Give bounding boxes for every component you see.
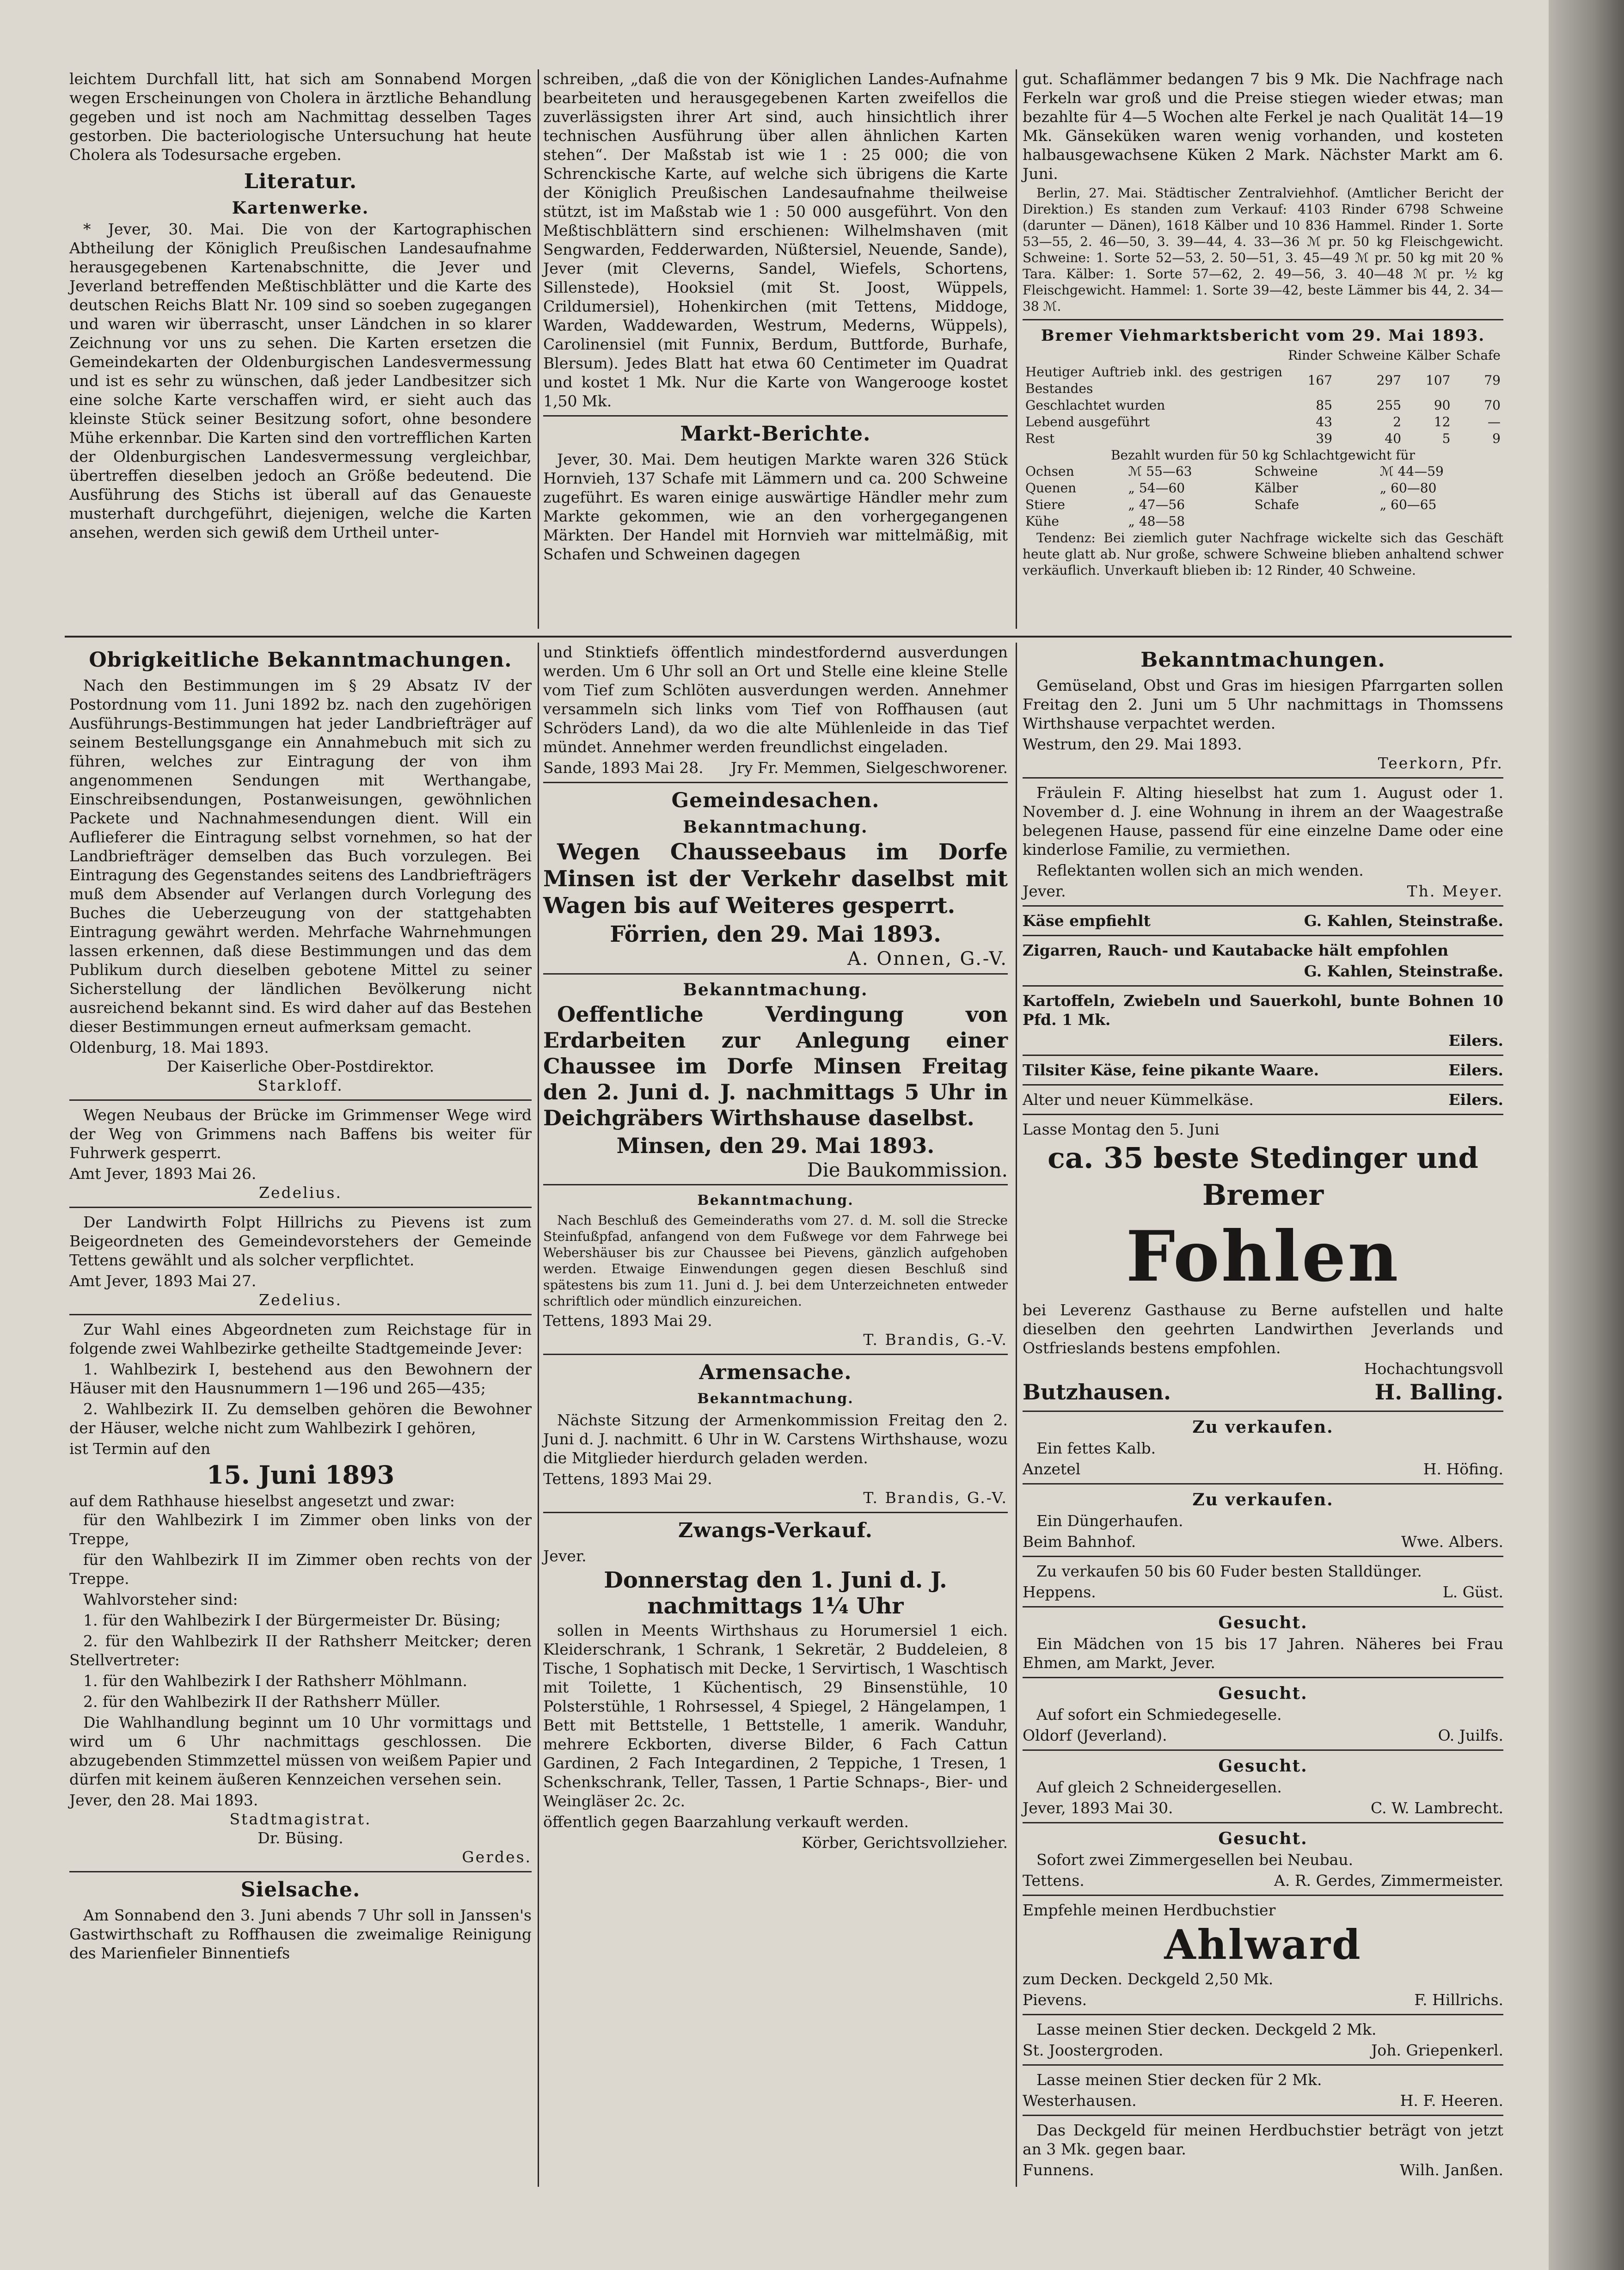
obrigkeitliche-heading: Obrigkeitliche Bekanntmachungen. — [89, 648, 512, 672]
wahl-signature-1: Dr. Büsing. — [257, 1829, 343, 1847]
gesucht-2-text: Auf sofort ein Schmiedegeselle. — [1036, 1706, 1282, 1724]
stier-2-text: Lasse meinen Stier decken für 2 Mk. — [1036, 2071, 1322, 2089]
vk2-text: Ein Düngerhaufen. — [1036, 1512, 1183, 1530]
bek2-text: Oeffentliche Verdingung von Erdarbeiten zur Anlegung einer Chaussee im Dorfe Minsen Freitag den 2. Juni d. J. nachmittags 5 Uhr in Deichgräbers Wirthshause daselbst. — [543, 1002, 1008, 1130]
herd-signature: Wilh. Janßen. — [1399, 2161, 1503, 2179]
vk2-place: Beim Bahnhof. — [1023, 1533, 1136, 1551]
markt-text: Jever, 30. Mai. Dem heutigen Markte waren 326 Stück Hornvieh, 137 Schafe mit Lämmern und ca. 200 Schweine zugeführt. Es waren einige auswärtige Händler mehr zum Markte gekommen, wie an den vorhergegangenen Märkten. Der Handel mit Hornvieh war mittelmäßig, mit Schafen und Schweinen dagegen — [543, 450, 1008, 563]
tilsiter-text: Tilsiter Käse, feine pikante Waare. — [1023, 1061, 1319, 1079]
bremen-tendenz: Tendenz: Bei ziemlich guter Nachfrage wickelte sich das Geschäft heute glatt ab. Nur große, schwere Schweine blieben anhaltend schwer verkäuflich. Unverkauft blieben ib: 12 Rinder, 40 Schweine. — [1023, 530, 1503, 578]
bek2-place: Minsen, den 29. Mai 1893. — [616, 1133, 935, 1158]
post-place: Oldenburg, 18. Mai 1893. — [69, 1038, 269, 1056]
fohlen-text: bei Leverenz Gasthause zu Berne aufstellen und halte dieselben den geehrten Landwirthen Jeverlands und Ostfrieslands bestens empfohlen. — [1023, 1301, 1503, 1357]
vk1-place: Anzetel — [1023, 1460, 1081, 1478]
gesucht-4-place: Tettens. — [1023, 1871, 1085, 1890]
alting-place: Jever. — [1023, 882, 1066, 900]
alting-text: Fräulein F. Alting hieselbst hat zum 1. August oder 1. November d. J. eine Wohnung in ihrem an der Waagestraße belegenen Hause, passend für eine einzelne Dame oder eine kinderlose Familie, zu vermiethen. — [1023, 784, 1503, 859]
table-row: Lebend ausgeführt 43 2 12 — — [1025, 414, 1501, 429]
alting-ref: Reflektanten wollen sich an mich wenden. — [1036, 861, 1364, 879]
wahl-office: Stadtmagistrat. — [229, 1810, 372, 1828]
post-text: Nach den Bestimmungen im § 29 Absatz IV der Postordnung vom 11. Juni 1892 bz. nach den zugehörigen Ausführungs-Bestimmungen hat jeder Landbriefträger auf seinem Bestellungsgange ein Annahmebuch mit sich zu führen, welches zur Eintragung der von ihm angenommenen Sendungen mit Werthangabe, Einschreibsendungen, Postanweisungen, gewöhnlichen Packete und Nachnahmesendungen dient. Will ein Auflieferer die Eintragung selbst vornehmen, so hat der Landbriefträger demselben das Buch vorzulegen. Bei Eintragung des Gegenstandes seitens des Landbriefträgers muß dem Absender auf Verlangen durch Vorlegung des Buches die Ueberzeugung von der stattgehabten Eintragung gewährt werden. Mehrfache Wahrnehmungen lassen erkennen, daß diese Bestimmungen und das dem Publikum durch dieselben gebotene Mittel zu seiner Sicherstellung der ländlichen Bevölkerung nicht ausreichend bekannt sind. Es wird daher auf das Bestehen dieser Bestimmungen erneut aufmerksam gemacht. — [69, 676, 532, 1036]
table-row: Geschlachtet wurden 85 255 90 70 — [1025, 398, 1501, 413]
vk3-text: Zu verkaufen 50 bis 60 Fuder besten Stalldünger. — [1036, 1562, 1422, 1580]
bekanntmachungen-heading: Bekanntmachungen. — [1140, 648, 1385, 672]
stier-2-place: Westerhausen. — [1023, 2092, 1137, 2110]
fohlen-title: Fohlen — [1126, 1216, 1400, 1297]
ahlward-place: Pievens. — [1023, 1991, 1087, 2009]
bruecke-place: Amt Jever, 1893 Mai 26. — [69, 1165, 257, 1183]
lower-divider-2 — [1016, 643, 1017, 2187]
kartoffeln-signature: Eilers. — [1448, 1031, 1503, 1049]
fohlen-line-2: Bremer — [1202, 1178, 1324, 1212]
gesucht-3-text: Auf gleich 2 Schneidergesellen. — [1036, 1778, 1282, 1796]
bek2-signature: Die Baukommission. — [807, 1159, 1008, 1181]
gesucht-1-text: Ein Mädchen von 15 bis 17 Jahren. Näheres bei Frau Ehmen, am Markt, Jever. — [1023, 1635, 1503, 1672]
wahl-bezirk-2: 2. Wahlbezirk II. Zu demselben gehören die Bewohner der Häuser, welche nicht zum Wahlbezirk I gehören, — [69, 1400, 532, 1437]
hillrichs-text: Der Landwirth Folpt Hillrichs zu Pievens ist zum Beigeordneten des Gemeindevorstehers der Gemeinde Tettens gewählt und als solcher verpflichtet. — [69, 1213, 532, 1269]
alting-signature: Th. Meyer. — [1407, 882, 1503, 900]
zwang-signature: Körber, Gerichtsvollzieher. — [802, 1834, 1008, 1852]
vk2-signature: Wwe. Albers. — [1401, 1533, 1503, 1551]
bruecke-signature: Zedelius. — [259, 1184, 342, 1202]
literatur-heading: Literatur. — [244, 170, 357, 193]
bremen-price-heading: Bezahlt wurden für 50 kg Schlachtgewicht für — [1110, 448, 1416, 463]
ahlward-signature: F. Hillrichs. — [1414, 1991, 1503, 2009]
lower-column-left — [69, 643, 532, 1964]
zigarren-signature: G. Kahlen, Steinstraße. — [1304, 962, 1503, 980]
ahlward-text: zum Decken. Deckgeld 2,50 Mk. — [1023, 1970, 1274, 1988]
bremen-table — [1023, 347, 1503, 447]
wahl-zimmer-1: für den Wahlbezirk I im Zimmer oben links von der Treppe, — [69, 1511, 532, 1548]
wahl-rathaus: auf dem Rathhause hieselbst angesetzt und zwar: — [69, 1492, 455, 1510]
kuemmel-text: Alter und neuer Kümmelkäse. — [1023, 1091, 1254, 1109]
markt-heading: Markt-Berichte. — [680, 422, 871, 446]
siel-place: Sande, 1893 Mai 28. — [543, 759, 704, 777]
gemuese-place: Westrum, den 29. Mai 1893. — [1023, 735, 1242, 753]
gemuese-text: Gemüseland, Obst und Gras im hiesigen Pfarrgarten sollen Freitag den 2. Juni um 5 Uhr nachmittags in Thomssens Wirthshause verpachtet werden. — [1023, 676, 1503, 732]
gemuese-signature: Teerkorn, Pfr. — [1378, 754, 1503, 772]
fohlen-line-1: ca. 35 beste Stedinger und — [1048, 1141, 1478, 1175]
wahl-bezirk-1: 1. Wahlbezirk I, bestehend aus den Bewohnern der Häuser mit den Hausnummern 1—196 und 265—435; — [69, 1360, 532, 1397]
vk1-heading: Zu verkaufen. — [1192, 1417, 1334, 1437]
gesucht-3-place: Jever, 1893 Mai 30. — [1023, 1799, 1173, 1817]
bek1-signature: A. Onnen, G.-V. — [847, 948, 1008, 969]
post-signature: Starkloff. — [257, 1076, 343, 1094]
top-divider-1 — [538, 69, 539, 629]
vk3-place: Heppens. — [1023, 1583, 1096, 1601]
gesucht-2-heading: Gesucht. — [1218, 1684, 1308, 1703]
lower-column-middle — [543, 643, 1008, 1852]
bek2-heading: Bekanntmachung. — [683, 980, 868, 1000]
wahl-vorsteher-2: 2. für den Wahlbezirk II der Rathsherr Meitcker; deren Stellvertreter: — [69, 1632, 532, 1669]
hillrichs-signature: Zedelius. — [259, 1291, 342, 1309]
gesucht-2-place: Oldorf (Jeverland). — [1023, 1726, 1167, 1744]
kartenwerke-cont: schreiben, „daß die von der Königlichen Landes-Aufnahme bearbeiteten und herausgegebenen Karten zweifellos die zuverlässigsten ihrer Art sind, auch hinsichtlich ihrer technischen Ausführung über allen ähnlichen Karten stehen“. Der Maßstab ist wie 1 : 25 000; die von Schrenckische Karte, auf welche sich übrigens die Karte der Königlich Preußischen Landesaufnahme theilweise stützt, ist im Maßstab wie 1 : 50 000 ausgeführt. Von den Meßtischblättern sind erschienen: Wilhelmshaven (mit Sengwarden, Fedderwarden, Nüßtersiel, Neuende, Sande), Jever (mit Cleverns, Sandel, Wiefels, Schortens, Sillenstede), Hooksiel (mit St. Joost, Wüppels, Crildumersiel), Hohenkirchen (mit Tettens, Middoge, Warden, Waddewarden, Westrum, Mederns, Wüppels), Carolinensiel (mit Funnix, Berdum, Buttforde, Burhafe, Blersum). Jedes Blatt hat etwa 60 Centimeter im Quadrat und kostet 1 Mk. Nur die Karte von Wangerooge kostet 1,50 Mk. — [543, 70, 1008, 410]
bremen-table-header: Rinder Schweine Kälber Schafe — [1288, 348, 1501, 363]
armen-subheading: Bekanntmachung. — [697, 1391, 854, 1407]
zigarren-text: Zigarren, Rauch- und Kautabacke hält empfohlen — [1023, 941, 1449, 959]
wahl-end: Die Wahlhandlung beginnt um 10 Uhr vormittags und wird um 6 Uhr nachmittags geschlossen. Die abzugebenden Stimmzettel müssen von weißem Papier und dürfen mit keinem äußeren Kennzeichen versehen sein. — [69, 1713, 532, 1788]
gesucht-4-heading: Gesucht. — [1218, 1829, 1308, 1848]
armen-text: Nächste Sitzung der Armenkommission Freitag den 2. Juni d. J. nachmitt. 6 Uhr in W. Carstens Wirthshause, wozu die Mitglieder hierdurch geladen werden. — [543, 1411, 1008, 1467]
bremen-heading: Bremer Viehmarktsbericht vom 29. Mai 1893. — [1041, 326, 1485, 345]
table-row: Kühe „ 48—58 — [1025, 514, 1185, 529]
vk1-text: Ein fettes Kalb. — [1036, 1439, 1156, 1457]
bek1-heading: Bekanntmachung. — [683, 817, 868, 837]
post-office: Der Kaiserliche Ober-Postdirektor. — [166, 1057, 435, 1075]
lower-column-right — [1023, 643, 1503, 2179]
bek1-text: Wegen Chausseebaus im Dorfe Minsen ist der Verkehr daselbst mit Wagen bis auf Weiteres gesperrt. — [543, 839, 1008, 919]
kuemmel-signature: Eilers. — [1448, 1091, 1503, 1109]
bek3-signature: T. Brandis, G.-V. — [863, 1331, 1008, 1349]
gesucht-1-heading: Gesucht. — [1218, 1613, 1308, 1632]
fohlen-signature: H. Balling. — [1374, 1380, 1503, 1405]
siel-signature: Jry Fr. Memmen, Sielgeschworener. — [730, 759, 1008, 777]
wahl-stellvertreter-2: 2. für den Wahlbezirk II der Rathsherr Müller. — [83, 1693, 441, 1711]
gemeinde-heading: Gemeindesachen. — [671, 789, 880, 812]
book-binding — [1549, 0, 1624, 2270]
wahl-vorsteher-1: 1. für den Wahlbezirk I der Bürgermeister Dr. Büsing; — [83, 1611, 501, 1629]
fohlen-intro: Lasse Montag den 5. Juni — [1023, 1120, 1220, 1138]
top-column-3 — [1023, 69, 1503, 580]
fohlen-place: Butzhausen. — [1023, 1380, 1171, 1405]
table-row: Stiere „ 47—56 Schafe „ 60—65 — [1025, 497, 1437, 512]
wahl-place: Jever, den 28. Mai 1893. — [69, 1791, 258, 1809]
zwang-place: Jever. — [543, 1547, 587, 1565]
bek3-place: Tettens, 1893 Mai 29. — [543, 1312, 712, 1330]
armen-signature: T. Brandis, G.-V. — [863, 1489, 1008, 1507]
zwang-end: öffentlich gegen Baarzahlung verkauft werden. — [543, 1813, 909, 1831]
gesucht-2-signature: O. Juilfs. — [1438, 1726, 1503, 1744]
ahlward-intro: Empfehle meinen Herdbuchstier — [1023, 1901, 1276, 1919]
kartoffeln-text: Kartoffeln, Zwiebeln und Sauerkohl, bunte Bohnen 10 Pfd. 1 Mk. — [1023, 992, 1503, 1029]
gesucht-3-heading: Gesucht. — [1218, 1756, 1308, 1776]
wahl-text: Zur Wahl eines Abgeordneten zum Reichstage für in folgende zwei Wahlbezirke getheilte Stadtgemeinde Jever: — [69, 1320, 532, 1357]
berlin-report: Berlin, 27. Mai. Städtischer Zentralviehhof. (Amtlicher Bericht der Direktion.) Es standen zum Verkauf: 4103 Rinder 6798 Schweine (darunter — Dänen), 1618 Kälber und 10 836 Hammel. Rinder 1. Sorte 53—55, 2. 46—50, 3. 39—44, 4. 33—36 ℳ pr. 50 kg Fleischgewicht. Schweine: 1. Sorte 52—53, 2. 50—51, 3. 45—49 ℳ pr. 50 kg mit 20 % Tara. Kälber: 1. Sorte 57—62, 2. 49—56, 3. 40—48 ℳ pr. ½ kg Fleischgewicht. Hammel: 1. Sorte 39—42, beste Lämmer bis 44, 2. 34—38 ℳ. — [1023, 185, 1503, 314]
gesucht-4-text: Sofort zwei Zimmergesellen bei Neubau. — [1036, 1851, 1354, 1869]
gesucht-3-signature: C. W. Lambrecht. — [1371, 1799, 1503, 1817]
wahl-termin: ist Termin auf den — [69, 1440, 211, 1458]
zwang-heading: Zwangs-Verkauf. — [678, 1519, 873, 1542]
siel-cont: und Stinktiefs öffentlich mindestfordernd ausverdungen werden. Um 6 Uhr soll an Ort und Stelle eine kleine Stelle vom Tief zum Schlöten ausverdungen werden. Annehmer versammeln sich links vom Tief von Roffhausen (aut Schröders Land), da wo die alte Mühlenleide in das Tief mündet. Annehmer werden freundlichst eingeladen. — [543, 643, 1008, 756]
bek3-heading: Bekanntmachung. — [697, 1192, 854, 1209]
gesucht-4-signature: A. R. Gerdes, Zimmermeister. — [1274, 1871, 1503, 1890]
stier-1-text: Lasse meinen Stier decken. Deckgeld 2 Mk. — [1036, 2020, 1377, 2038]
kartenwerke-heading: Kartenwerke. — [232, 198, 369, 218]
kartenwerke-text: * Jever, 30. Mai. Die von der Kartographischen Abtheilung der Königlich Preußischen Landesaufnahme herausgegebenen Kartenabschnitte, die Jever und Jeverland betreffenden Meßtischblätter und die Karte des deutschen Reichs Blatt Nr. 109 sind so soeben zugegangen und waren wir überrascht, unser Ländchen in so klarer Zeichnung vor uns zu sehen. Die Karten ersetzen die Gemeindekarten der Oldenburgischen Landesvermessung und ist es sehr zu wünschen, daß jeder Landbesitzer sich eine solche Karte verschaffen wird, er sieht auch das kleinste Stück seiner Besitzung sofort, ohne besondere Mühe erkennbar. Die Karten sind den vortrefflichen Karten der Oldenburgischen Landesvermessung vergleichbar, übertreffen dieselben jedoch an Größe bedeutend. Die Ausführung des Stichs ist überall auf das Genaueste musterhaft durchgeführt, diejenigen, welche die Karten ansehen, werden sich gewiß dem Urtheil unter- — [69, 220, 532, 541]
vk2-heading: Zu verkaufen. — [1192, 1490, 1334, 1509]
table-row: Quenen „ 54—60 Kälber „ 60—80 — [1025, 480, 1437, 496]
top-column-2 — [543, 69, 1008, 565]
wahl-vorsteher: Wahlvorsteher sind: — [83, 1590, 238, 1608]
tilsiter-signature: Eilers. — [1448, 1061, 1503, 1079]
fohlen-regards: Hochachtungsvoll — [1364, 1360, 1503, 1378]
top-column-1 — [69, 69, 532, 544]
wahl-stellvertreter-1: 1. für den Wahlbezirk I der Rathsherr Möhlmann. — [83, 1672, 467, 1690]
herd-place: Funnens. — [1023, 2161, 1094, 2179]
wahl-zimmer-2: für den Wahlbezirk II im Zimmer oben rechts von der Treppe. — [69, 1551, 532, 1588]
lower-divider-1 — [538, 643, 539, 2187]
markt-cont: gut. Schaflämmer bedangen 7 bis 9 Mk. Die Nachfrage nach Ferkeln war groß und die Preise stiegen wieder etwas; man bezahlte für 4—5 Wochen alte Ferkel je nach Qualität 14—19 Mk. Gänseküken waren wenig vorhanden, und kosteten halbausgewachsene Küken 2 Mark. Nächster Markt am 6. Juni. — [1023, 70, 1503, 183]
cholera-text: leichtem Durchfall litt, hat sich am Sonnabend Morgen wegen Erscheinungen von Cholera in ärztliche Behandlung gegeben und ist noch am Nachmittag desselben Tages gestorben. Die bacteriologische Untersuchung hat heute Cholera als Todesursache ergeben. — [69, 70, 532, 164]
siel-text: Am Sonnabend den 3. Juni abends 7 Uhr soll in Janssen's Gastwirthschaft zu Roffhausen die zweimalige Reinigung des Marienfieler Binnentiefs — [69, 1906, 532, 1962]
zwang-text: sollen in Meents Wirthshaus zu Horumersiel 1 eich. Kleiderschrank, 1 Schrank, 1 Sekretär, 2 Buddeleien, 8 Tische, 1 Sophatisch mit Decke, 1 Servirtisch, 1 Waschtisch mit Toilette, 1 Küchentisch, 29 Binsenstühle, 10 Polsterstühle, 1 Rohrsessel, 4 Spiegel, 2 Hängelampen, 1 Bett mit Bettstelle, 1 Bettstelle, 1 amerik. Wanduhr, mehrere Eckborten, diverse Bilder, 6 Fach Cattun Gardinen, 2 Fach Integardinen, 2 Teppiche, 1 Tresen, 1 Schenkschrank, Teller, Tassen, 1 Partie Schnaps-, Bier- und Weingläser 2c. 2c. — [543, 1621, 1008, 1810]
bremen-prices — [1023, 463, 1503, 530]
table-row: Rest 39 40 5 9 — [1025, 431, 1501, 446]
herd-text: Das Deckgeld für meinen Herdbuchstier beträgt von jetzt an 3 Mk. gegen baar. — [1023, 2121, 1503, 2158]
siel-heading: Sielsache. — [240, 1878, 361, 1902]
stier-1-place: St. Joostergroden. — [1023, 2041, 1164, 2059]
wahl-signature-2: Gerdes. — [462, 1848, 532, 1866]
armen-heading: Armensache. — [699, 1361, 852, 1384]
ahlward-title: Ahlward — [1164, 1920, 1362, 1969]
table-row: Heutiger Auftrieb inkl. des gestrigen Bestandes 167 297 107 79 — [1025, 364, 1501, 396]
table-row: Ochsen ℳ 55—63 Schweine ℳ 44—59 — [1025, 464, 1444, 479]
section-divider — [65, 636, 1512, 638]
kaese-signature: G. Kahlen, Steinstraße. — [1304, 912, 1503, 930]
vk3-signature: L. Güst. — [1442, 1583, 1503, 1601]
bek1-place: Förrien, den 29. Mai 1893. — [610, 921, 941, 947]
armen-place: Tettens, 1893 Mai 29. — [543, 1470, 712, 1488]
stier-1-signature: Joh. Griepenkerl. — [1371, 2041, 1503, 2059]
zwang-date: Donnerstag den 1. Juni d. J. nachmittags 1¼ Uhr — [604, 1567, 947, 1619]
kaese-text: Käse empfiehlt — [1023, 912, 1151, 930]
hillrichs-place: Amt Jever, 1893 Mai 27. — [69, 1272, 257, 1290]
bruecke-text: Wegen Neubaus der Brücke im Grimmenser Wege wird der Weg von Grimmens nach Baffens bis weiter für Fuhrwerk gesperrt. — [69, 1106, 532, 1162]
bek3-text: Nach Beschluß des Gemeinderaths vom 27. d. M. soll die Strecke Steinfußpfad, anfangend von dem Fußwege vor dem Fahrwege bei Webershäuser bis zur Chaussee bei Pievens, gänzlich aufgehoben werden. Etwaige Einwendungen gegen diesen Beschluß sind spätestens bis zum 11. Juni d. J. bei dem Unterzeichneten entweder schriftlich oder mündlich einzureichen. — [543, 1213, 1008, 1309]
wahl-date: 15. Juni 1893 — [206, 1460, 395, 1490]
vk1-signature: H. Höfing. — [1423, 1460, 1503, 1478]
stier-2-signature: H. F. Heeren. — [1400, 2092, 1503, 2110]
top-divider-2 — [1016, 69, 1017, 629]
